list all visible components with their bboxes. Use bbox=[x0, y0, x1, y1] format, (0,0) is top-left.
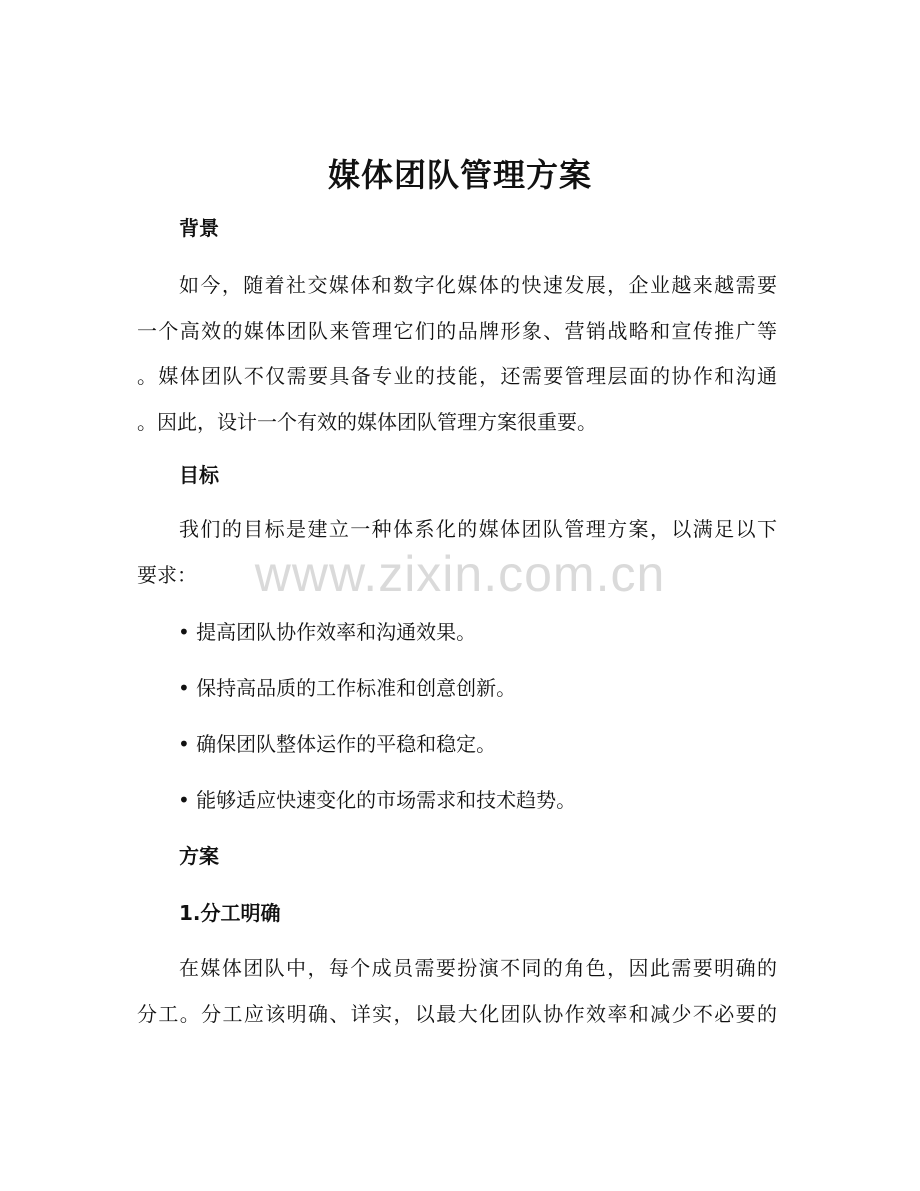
watermark-text: www.zixin.com.cn bbox=[254, 546, 666, 602]
paragraph-line: 在媒体团队中，每个成员需要扮演不同的角色，因此需要明确的 bbox=[179, 956, 777, 980]
subsection-heading: 1.分工明确 bbox=[179, 901, 281, 925]
plan-paragraph bbox=[137, 946, 777, 1037]
paragraph-line: 我们的目标是建立一种体系化的媒体团队管理方案，以满足以下 bbox=[179, 517, 777, 541]
section-heading-goal: 目标 bbox=[179, 463, 219, 487]
paragraph-line: 要求： bbox=[137, 562, 197, 587]
goal-bullet-item: • 保持高品质的工作标准和创意创新。 bbox=[178, 676, 517, 700]
paragraph-line: 分工。分工应该明确、详实，以最大化团队协作效率和减少不必要的 bbox=[137, 1001, 777, 1026]
goal-bullet-item: • 提高团队协作效率和沟通效果。 bbox=[178, 620, 477, 644]
section-heading-plan: 方案 bbox=[179, 844, 219, 868]
goal-bullet-item: • 确保团队整体运作的平稳和稳定。 bbox=[178, 732, 497, 756]
goal-bullet-item: • 能够适应快速变化的市场需求和技术趋势。 bbox=[178, 788, 577, 812]
paragraph-line: 一个高效的媒体团队来管理它们的品牌形象、营销战略和宣传推广等 bbox=[137, 318, 777, 343]
background-paragraph bbox=[137, 263, 777, 445]
goal-paragraph bbox=[137, 507, 777, 598]
paragraph-line: 。媒体团队不仅需要具备专业的技能，还需要管理层面的协作和沟通 bbox=[137, 364, 777, 388]
paragraph-line: 如今，随着社交媒体和数字化媒体的快速发展，企业越来越需要 bbox=[179, 273, 777, 297]
paragraph-line: 。因此，设计一个有效的媒体团队管理方案很重要。 bbox=[137, 409, 597, 434]
section-heading-background: 背景 bbox=[179, 216, 219, 240]
document-title: 媒体团队管理方案 bbox=[327, 156, 592, 194]
